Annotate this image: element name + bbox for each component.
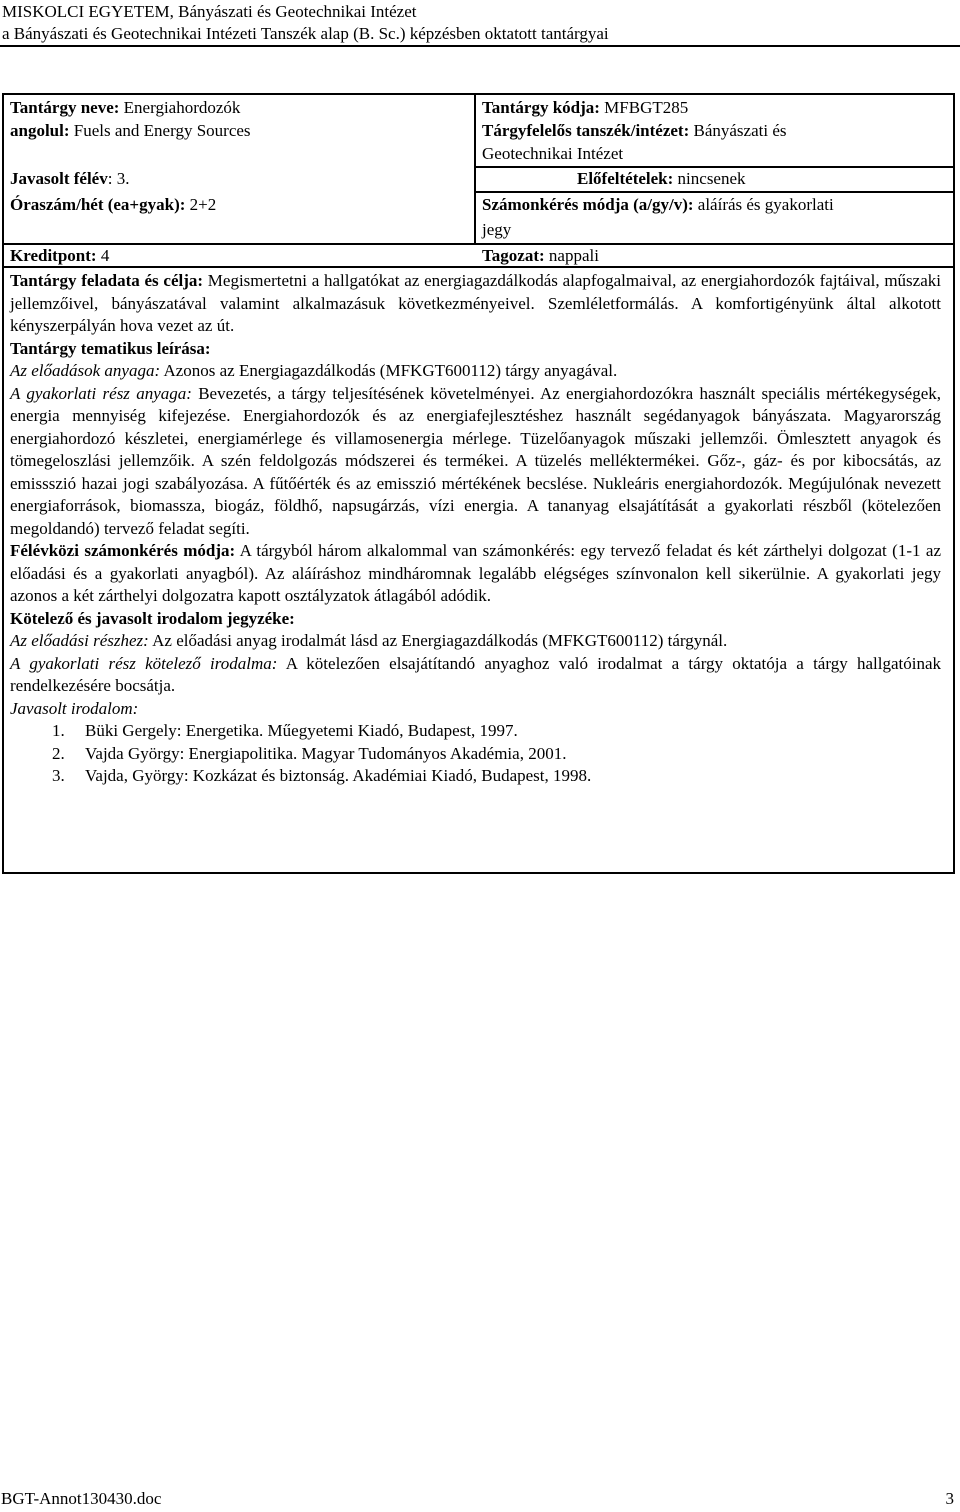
list-item: 1. Büki Gergely: Energetika. Műegyetemi Kiadó, Budapest, 1997.	[52, 721, 518, 740]
study-mode	[482, 245, 599, 268]
footer-page-number: 3	[945, 1489, 954, 1508]
code-label: Tantárgy kódja:	[482, 98, 600, 117]
lit-lecture-label: Az előadási részhez:	[10, 631, 149, 650]
responsible-label: Tárgyfelelős tanszék/intézet:	[482, 121, 690, 140]
credit-value: 4	[96, 246, 110, 265]
course-english-name	[10, 120, 251, 143]
course-goal	[10, 270, 941, 338]
code-value: MFBGT285	[599, 98, 689, 117]
exam-label: Számonkérés módja (a/gy/v):	[482, 195, 694, 214]
semester-label: Javasolt félév	[10, 169, 108, 188]
lectures-content	[10, 360, 941, 383]
practice-content	[10, 383, 941, 541]
course-name	[10, 97, 240, 120]
prerequisites	[577, 168, 746, 191]
practice-text: Bevezetés, a tárgy teljesítésének követelményei. Az energiahordozókra használt speciális mértékegységek, energia mennyiség kifejezése. Energiahordozók és az energiafejlesztéshez használt segédanyagok bányászata. Magyarország energiahordozó készletei, energiamérlege és villamosenergia mérlege. Tüzelőanyagok műszaki jellemzői. Ömlesztett anyagok és tömegeloszlási jellemzőik. A szén feldolgozás módszerei és termékei. A tüzelés melléktermékei. Gőz-, gáz- és por kibocsátás, az emissszió hazai jogi szabályozása. A fűtőérték és az emisszió mértékének becslése. Nukleáris energiahordozók. Megújulónak nevezett energiaforrások, biomassza, biogáz, földhő, napsugárzás, vízi energia. A tananyag elsajátítását a gyakorlati részből (kötelezően megoldandó) tervező feladat segíti.	[10, 383, 941, 538]
responsible-value: Bányászati és	[689, 121, 787, 140]
lit-practice-label: A gyakorlati rész kötelező irodalma:	[10, 653, 278, 673]
header-institution: MISKOLCI EGYETEM, Bányászati és Geotechnikai Intézet	[2, 2, 417, 21]
recommended-heading: Javasolt irodalom:	[10, 698, 139, 718]
midterm-label: Félévközi számonkérés módja:	[10, 541, 236, 560]
lit-practice-text: A kötelezően elsajátítandó anyaghoz való irodalmat a tárgy oktatója a tárgy hallgatóinak rendelkezésére bocsátja.	[10, 653, 941, 695]
mode-label: Tagozat:	[482, 246, 545, 265]
prereq-label: Előfeltételek:	[577, 169, 674, 188]
header-subtitle: a Bányászati és Geotechnikai Intézeti Tanszék alap (B. Sc.) képzésben oktatott tantárgyai	[2, 24, 609, 43]
midterm-assessment	[10, 540, 941, 608]
footer-filename: BGT-Annot130430.doc	[1, 1489, 162, 1508]
credit-points	[10, 245, 109, 268]
thematic-heading: Tantárgy tematikus leírása:	[10, 338, 211, 358]
goal-label: Tantárgy feladata és célja:	[10, 271, 204, 290]
header-rule	[0, 45, 960, 47]
exam-mode-cont: jegy	[482, 220, 512, 239]
list-item: 2. Vajda György: Energiapolitika. Magyar Tudományos Akadémia, 2001.	[52, 743, 567, 763]
hours-value: 2+2	[185, 195, 217, 214]
info-table-rule	[2, 266, 955, 268]
exam-value: aláírás és gyakorlati	[693, 195, 834, 214]
literature-lecture	[10, 630, 941, 653]
practice-label: A gyakorlati rész anyaga:	[10, 383, 192, 403]
lit-lecture-text: Az előadási anyag irodalmát lásd az Energiagazdálkodás (MFKGT600112) tárgynál.	[148, 631, 728, 650]
exam-mode	[482, 194, 834, 217]
literature-heading: Kötelező és javasolt irodalom jegyzéke:	[10, 608, 295, 628]
hours-label: Óraszám/hét (ea+gyak):	[10, 195, 186, 214]
literature-practice	[10, 653, 941, 698]
english-name-label: angolul:	[10, 121, 70, 140]
responsible-department-cont: Geotechnikai Intézet	[482, 144, 624, 163]
reference-list	[10, 720, 941, 788]
course-name-value: Energiahordozók	[119, 98, 241, 117]
list-item: 3. Vajda, György: Kozkázat és biztonság. Akadémiai Kiadó, Budapest, 1998.	[52, 766, 592, 785]
recommended-semester	[10, 168, 129, 191]
prereq-value: nincsenek	[673, 169, 746, 188]
credit-label: Kreditpont:	[10, 246, 97, 265]
lectures-label: Az előadások anyaga:	[10, 361, 161, 380]
info-table-rule	[474, 191, 955, 193]
course-code	[482, 97, 688, 120]
course-description	[10, 270, 941, 788]
info-table-divider	[474, 93, 476, 244]
midterm-text: A tárgyból három alkalommal van számonkérés: egy tervező feladat és két zárthelyi dolgozat (1-1 az előadási és a gyakorlati anyagból). Az aláíráshoz mindháromnak legalább elégséges színvonalon kell sikerülnie. A gyakorlati jegy azonos a két zárthelyi dolgozatra kapott osztályzatok átlagából adódik.	[10, 541, 941, 605]
info-table-rule	[2, 243, 955, 245]
responsible-department	[482, 120, 787, 143]
weekly-hours	[10, 194, 216, 217]
course-name-label: Tantárgy neve:	[10, 98, 120, 117]
goal-text: Megismertetni a hallgatókat az energiagazdálkodás alapfogalmaival, az energiahordozók fajtáival, műszaki jellemzőivel, bányászatával valamint alkalmazásuk következményeivel. Szemléletformálás. A komfortigényünk által alkotott kényszerpályán hova vezet az út.	[10, 271, 941, 335]
english-name-value: Fuels and Energy Sources	[69, 121, 251, 140]
semester-value: : 3.	[107, 169, 130, 188]
mode-value: nappali	[544, 246, 599, 265]
lectures-text: Azonos az Energiagazdálkodás (MFKGT600112) tárgy anyagával.	[160, 361, 618, 380]
